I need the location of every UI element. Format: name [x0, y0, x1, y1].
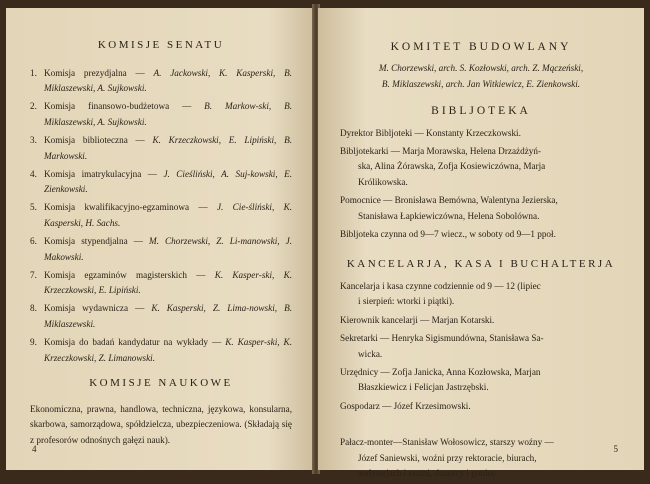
library-hours: Bibljoteka czynna od 9—7 wiecz., w soboty od 9—1 ppoł. [340, 229, 556, 240]
right-page-content [340, 38, 622, 484]
list-item: 9. Komisja do badań kandydatur na wykłady — K. Kasper-ski, K. Krzeczkowski, Z. Limanowski. [30, 337, 292, 363]
list-item: 4. Komisja imatrykulacyjna — J. Cieśliński, A. Suj-kowski, E. Zienkowski. [30, 168, 293, 195]
left-page [6, 8, 314, 470]
scientific-committees-paragraph: Ekonomiczna, prawna, handlowa, techniczna, językowa, konsularna, skarbowa, samorządowa, spółdzielcza, ubezpieczeniowa. (Składają się z profesorów odnośnych gałęzi nauk). [30, 403, 292, 446]
list-item: 2. Komisja finansowo-budżetowa — B. Markow-ski, B. Miklaszewski, A. Sujkowski. [30, 101, 292, 127]
list-item: 5. Komisja kwalifikacyjno-egzaminowa — J. Cie-śliński, K. Kasperski, H. Sachs. [30, 202, 293, 228]
list-item: 8. Komisja wydawnicza — K. Kasperski, Z. Lima-nowski, B. Miklaszewski. [30, 303, 292, 329]
left-page-content [30, 38, 292, 449]
heading-komisje-naukowe: KOMISJE NAUKOWE [89, 377, 233, 390]
list-item: 1. Komisja prezydjalna — A. Jackowski, K. Kasperski, B. Miklaszewski, A. Sujkowski. [30, 67, 292, 94]
office-hours: Kancelarja i kasa czynne codziennie od 9 — 12 (lipiec i sierpień: wtorki i piątki). [340, 280, 541, 307]
list-item: 3. Komisja biblioteczna — K. Krzeczkowski, E. Lipiński, B. Markowski. [30, 134, 293, 161]
assistants: Pomocnice — Bronisława Bemówna, Walentyna Jezierska, Stanisława Łapkiewiczówna, Helena Sobolówna. [340, 195, 558, 221]
building-committee-line: B. Miklaszewski, arch. Jan Witkiewicz, E. Zienkowski. [381, 78, 581, 89]
list-item: 7. Komisja egzaminów magisterskich — K. Kasper-ski, K. Krzeczkowski, E. Lipiński. [30, 269, 292, 296]
clerks: Urzędnicy — Zofja Janicka, Anna Kozłowska, Marjan Błaszkiewicz i Felicjan Jastrzębski. [340, 366, 541, 393]
heading-komisje-senatu: KOMISJE SENATU [97, 39, 225, 51]
secretaries: Sekretarki — Henryka Sigismundówna, Stanisława Sa- wicka. [340, 333, 544, 359]
right-page [318, 8, 644, 478]
caretaker: Gospodarz — Józef Krzesimowski. [340, 400, 471, 411]
office-manager: Kierownik kancelarji — Marjan Kotarski. [340, 314, 495, 325]
librarians: Bibljotekarki — Marja Morawska, Helena Drzażdżyń- ska, Alina Żórawska, Zofja Kosiewiczówna, Marja Królikowska. [340, 146, 546, 187]
staff-paragraph: Pałacz-monter—Stanisław Wołosowicz, starszy woźny — Józef Saniewski, woźni przy rektoracie, biurach, audytorjach i szatni, dozorcy i goniec. [340, 437, 554, 478]
page-number: 4 [32, 444, 37, 454]
heading-komitet-budowlany: KOMITET BUDOWLANY [390, 41, 572, 53]
page-number: 5 [613, 444, 618, 454]
library-director: Dyrektor Bibljoteki — Konstanty Krzeczkowski. [340, 127, 521, 138]
building-committee-line: M. Chorzewski, arch. S. Kozłowski, arch. Z. Mączeński, [378, 63, 584, 74]
senate-committee-list [30, 66, 292, 367]
heading-bibljoteka: BIBLJOTEKA [431, 105, 531, 118]
list-item: 6. Komisja stypendjalna — M. Chorzewski, Z. Li-manowski, J. Makowski. [30, 236, 292, 262]
heading-kancelarja: KANCELARJA, KASA I BUCHALTERJA [346, 258, 616, 271]
